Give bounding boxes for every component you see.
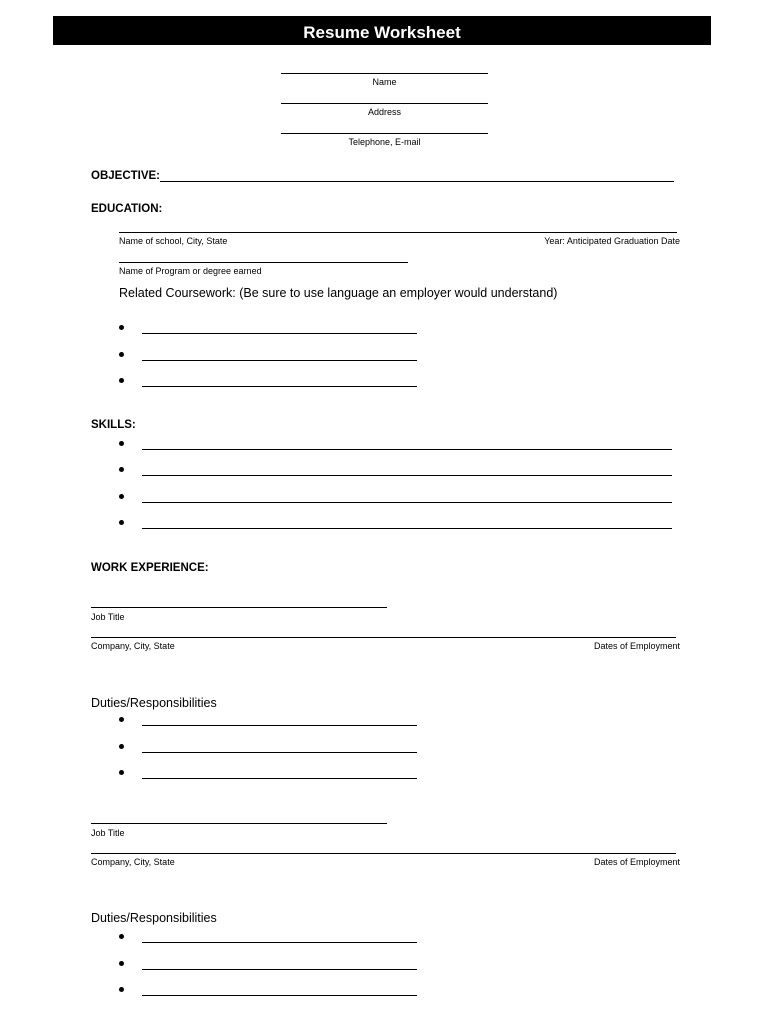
contact-field-line[interactable] [281, 133, 488, 134]
dates-caption: Dates of Employment [593, 641, 680, 651]
duties-line[interactable] [142, 995, 417, 996]
job-title-field-line[interactable] [91, 823, 387, 824]
skills-bullet [119, 494, 124, 499]
coursework-bullet [119, 352, 124, 357]
page-title: Resume Worksheet [53, 16, 711, 45]
coursework-line[interactable] [142, 360, 417, 361]
skills-bullet [119, 467, 124, 472]
work-experience-label: WORK EXPERIENCE: [91, 562, 209, 574]
objective-field-line[interactable] [160, 181, 674, 182]
program-caption: Name of Program or degree earned [119, 266, 262, 276]
duties-label: Duties/Responsibilities [91, 911, 217, 925]
skills-line[interactable] [142, 449, 672, 450]
job-title-caption: Job Title [91, 828, 125, 838]
duties-bullet [119, 770, 124, 775]
education-label: EDUCATION: [91, 203, 163, 215]
duties-bullet [119, 987, 124, 992]
company-caption: Company, City, State [91, 641, 175, 651]
duties-label: Duties/Responsibilities [91, 696, 217, 710]
school-field-line[interactable] [119, 232, 677, 233]
program-field-line[interactable] [119, 262, 408, 263]
job-title-caption: Job Title [91, 612, 125, 622]
skills-bullet [119, 441, 124, 446]
name-field-line[interactable] [281, 73, 488, 74]
skills-label: SKILLS: [91, 419, 136, 431]
duties-line[interactable] [142, 725, 417, 726]
school-caption: Name of school, City, State [119, 236, 228, 246]
coursework-line[interactable] [142, 386, 417, 387]
duties-line[interactable] [142, 942, 417, 943]
graduation-year-caption: Year: Anticipated Graduation Date [544, 236, 680, 246]
company-caption: Company, City, State [91, 857, 175, 867]
skills-line[interactable] [142, 475, 672, 476]
skills-line[interactable] [142, 528, 672, 529]
skills-line[interactable] [142, 502, 672, 503]
coursework-bullet [119, 325, 124, 330]
dates-caption: Dates of Employment [593, 857, 680, 867]
contact-caption: Telephone, E-mail [348, 137, 421, 147]
coursework-bullet [119, 378, 124, 383]
duties-bullet [119, 744, 124, 749]
address-field-line[interactable] [281, 103, 488, 104]
name-caption: Name [372, 77, 397, 87]
coursework-label: Related Coursework: (Be sure to use language an employer would understand) [119, 286, 558, 300]
job-title-field-line[interactable] [91, 607, 387, 608]
objective-label: OBJECTIVE: [91, 170, 161, 182]
duties-line[interactable] [142, 969, 417, 970]
company-field-line[interactable] [91, 637, 676, 638]
duties-line[interactable] [142, 778, 417, 779]
coursework-line[interactable] [142, 333, 417, 334]
duties-line[interactable] [142, 752, 417, 753]
skills-bullet [119, 520, 124, 525]
address-caption: Address [367, 107, 402, 117]
company-field-line[interactable] [91, 853, 676, 854]
duties-bullet [119, 717, 124, 722]
duties-bullet [119, 961, 124, 966]
duties-bullet [119, 934, 124, 939]
